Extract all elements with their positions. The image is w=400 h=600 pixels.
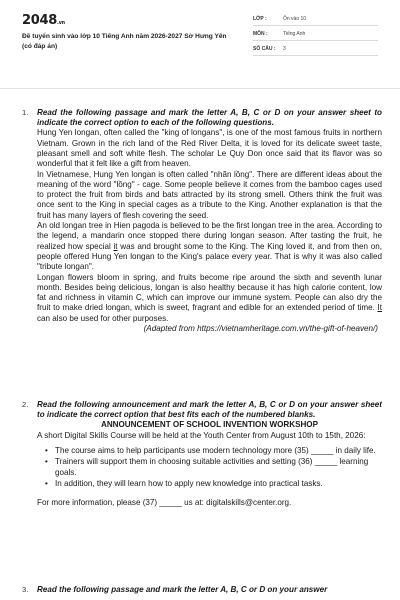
question-number: 1. xyxy=(22,108,29,117)
question-body xyxy=(37,108,382,334)
passage-paragraph-2: In Vietnamese, Hung Yen longan is often called "nhãn lồng". There are different ideas about the meaning of the word "lồng" - cage. Some people believe it comes from the bamboo cages used to protect the fruit from birds and bats attracted by its strong smell. Others think the fruit was once sent to the King in special cages as a tribute to the King. Another explanation is that the fruit has many layers of flesh covering the seed. xyxy=(37,169,382,220)
question-instruction: Read the following passage and mark the letter A, B, C or D on your answer sheet to indicate the correct option to each of the following questions. xyxy=(37,108,382,128)
meta-key: SỐ CÂU : xyxy=(253,46,276,52)
paragraph-text: An old longan tree in Hien pagoda is believed to be the first longan tree in the area. According to the legend, a mandarin once stopped there during longan season. After tasting the fruit, he realized how special xyxy=(37,221,382,251)
meta-row-question-count xyxy=(253,44,378,56)
question-instruction: Read the following passage and mark the letter A, B, C or D on your answer xyxy=(37,585,328,594)
bullet-icon: • xyxy=(45,479,48,489)
announcement-contact: For more information, please (37) _____ us at: digitalskills@center.org. xyxy=(37,498,292,508)
bullet-icon: • xyxy=(45,446,48,455)
announcement-title: ANNOUNCEMENT OF SCHOOL INVENTION WORKSHOP xyxy=(100,420,319,430)
paragraph-text: Longan flowers bloom in spring, and fruits become ripe around the sixth and seventh lunar month. Besides being delicious, longan is also healthy because it has high calorie content, low fat and richness in vitamin C, which can improve our immune system. People can also dry the fruit to make dried longan, which is sweet, fragrant and edible for an extended period of time. xyxy=(37,272,382,313)
meta-value: 3 xyxy=(283,46,286,52)
logo-suffix: .vn xyxy=(56,20,65,26)
passage-paragraph-1: Hung Yen longan, often called the "king of longans", is one of the most famous fruits in northern Vietnam. Grown in the rich land of the Red River Delta, it is loved for its delicate sweet taste, pleasant smell and soft white flesh. The scholar Le Quy Don once said that its flavor was so wonderful that it felt like a gift from heaven. xyxy=(37,128,382,169)
list-item xyxy=(37,457,382,479)
meta-key: LỚP : xyxy=(253,16,267,22)
paragraph-text: can also be used for other purposes. xyxy=(37,313,169,323)
header-divider xyxy=(0,88,400,89)
list-item-text: In addition, they will learn how to apply new knowledge into practical tasks. xyxy=(55,479,323,489)
question-3 xyxy=(22,585,382,600)
question-number: 2. xyxy=(22,400,29,409)
list-item-text: Trainers will support them in choosing suitable activities and setting (36) _____ learning goals. xyxy=(55,457,369,478)
question-body xyxy=(37,400,382,508)
passage-paragraph-3 xyxy=(37,221,382,272)
question-2 xyxy=(22,400,382,570)
paragraph-text: was and brought some to the King. The King loved it, and from then on, people offered Hung Yen longan to the King's palace every year. That is why it was also called "tribute longan". xyxy=(37,241,382,272)
passage-source: (Adapted from https://vietnamheritage.com.vn/the-gift-of-heaven/) xyxy=(143,324,378,334)
list-item xyxy=(37,479,382,490)
underlined-reference: it xyxy=(113,241,118,251)
logo-text: 2048 xyxy=(22,13,57,28)
meta-row-subject xyxy=(253,29,378,41)
passage-paragraph-4 xyxy=(37,273,382,324)
list-item-text: The course aims to help participants use modern technology more (35) _____ in daily life. xyxy=(55,446,376,455)
bullet-icon: • xyxy=(45,457,48,467)
site-logo[interactable] xyxy=(22,13,65,28)
underlined-reference: It xyxy=(377,303,382,313)
meta-key: MÔN : xyxy=(253,31,268,37)
question-body xyxy=(37,585,382,595)
question-1 xyxy=(22,108,382,384)
list-item xyxy=(37,446,382,457)
announcement-intro: A short Digital Skills Course will be held at the Youth Center from August 10th to 15th, 2026: xyxy=(37,430,366,440)
question-number: 3. xyxy=(22,585,29,594)
question-instruction: Read the following announcement and mark the letter A, B, C or D on your answer sheet to indicate the correct option that best fits each of the numbered blanks. xyxy=(37,400,382,420)
announcement-list xyxy=(37,446,382,490)
meta-row-class xyxy=(253,14,378,26)
document-title: Đề tuyển sinh vào lớp 10 Tiếng Anh năm 2026-2027 Sở Hưng Yên (có đáp án) xyxy=(22,33,227,50)
page-header xyxy=(0,0,400,62)
meta-value: Tiếng Anh xyxy=(283,31,306,37)
meta-value: Ôn vào 10 xyxy=(283,16,307,22)
